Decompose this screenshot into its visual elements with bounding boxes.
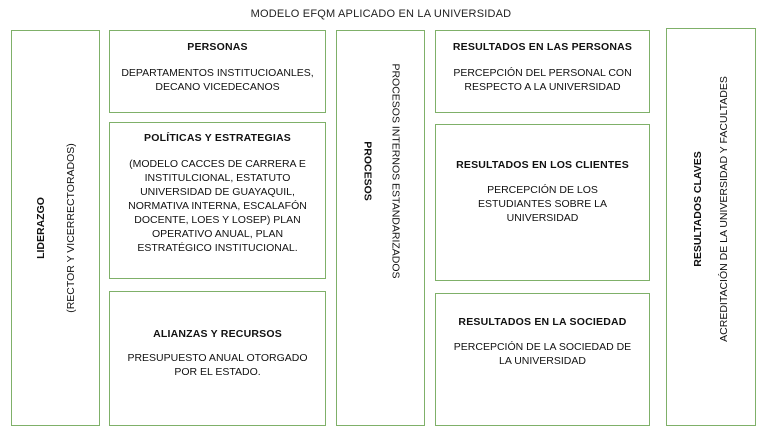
res-claves-body: ACREDITACIÓN DE LA UNIVERSIDAD Y FACULTADES — [718, 76, 730, 342]
procesos-box — [336, 30, 425, 426]
res-clientes-box — [435, 124, 650, 281]
politicas-body: (MODELO CACCES DE CARRERA E INSTITULCIONAL, ESTATUTO UNIVERSIDAD DE GUAYAQUIL, NORMATIVA INTERNA, ESCALAFÓN DOCENTE, LOES Y LOSEP) PLAN OPERATIVO ANUAL, PLAN ESTRATÉGICO INSTITUCIONAL. — [128, 158, 307, 254]
res-clientes-body: PERCEPCIÓN DE LOS ESTUDIANTES SOBRE LA UNIVERSIDAD — [478, 184, 607, 224]
diagram-title: MODELO EFQM APLICADO EN LA UNIVERSIDAD — [250, 8, 512, 20]
personas-heading: PERSONAS — [187, 41, 248, 53]
res-sociedad-box — [435, 293, 650, 426]
res-claves-heading: RESULTADOS CLAVES — [692, 151, 704, 267]
politicas-heading: POLÍTICAS Y ESTRATEGIAS — [144, 132, 291, 144]
res-claves-text — [691, 76, 731, 342]
res-claves-box — [666, 28, 756, 426]
res-personas-box — [435, 30, 650, 113]
personas-box — [109, 30, 326, 113]
liderazgo-box — [11, 30, 100, 426]
procesos-heading-visible: PROCESOS — [361, 141, 374, 201]
liderazgo-heading: LIDERAZGO — [34, 197, 47, 259]
res-personas-heading: RESULTADOS EN LAS PERSONAS — [452, 41, 633, 53]
res-clientes-heading: RESULTADOS EN LOS CLIENTES — [456, 159, 629, 171]
res-sociedad-body: PERCEPCIÓN DE LA SOCIEDAD DE LA UNIVERSIDAD — [453, 341, 632, 367]
alianzas-body: PRESUPUESTO ANUAL OTORGADO POR EL ESTADO. — [127, 352, 308, 378]
personas-body: DEPARTAMENTOS INSTITUCIOANLES, DECANO VICEDECANOS — [121, 67, 314, 93]
procesos-body: PROCESOS INTERNOS ESTANDARIZADOS — [389, 63, 402, 279]
alianzas-box — [109, 291, 326, 426]
procesos-rotated — [337, 31, 426, 427]
res-personas-body: PERCEPCIÓN DEL PERSONAL CON RESPECTO A LA UNIVERSIDAD — [453, 67, 632, 93]
liderazgo-text — [34, 143, 78, 313]
politicas-box — [109, 122, 326, 279]
alianzas-heading: ALIANZAS Y RECURSOS — [153, 328, 282, 340]
res-sociedad-heading: RESULTADOS EN LA SOCIEDAD — [458, 316, 627, 328]
liderazgo-body: (RECTOR Y VICERRECTORADOS) — [64, 143, 77, 313]
